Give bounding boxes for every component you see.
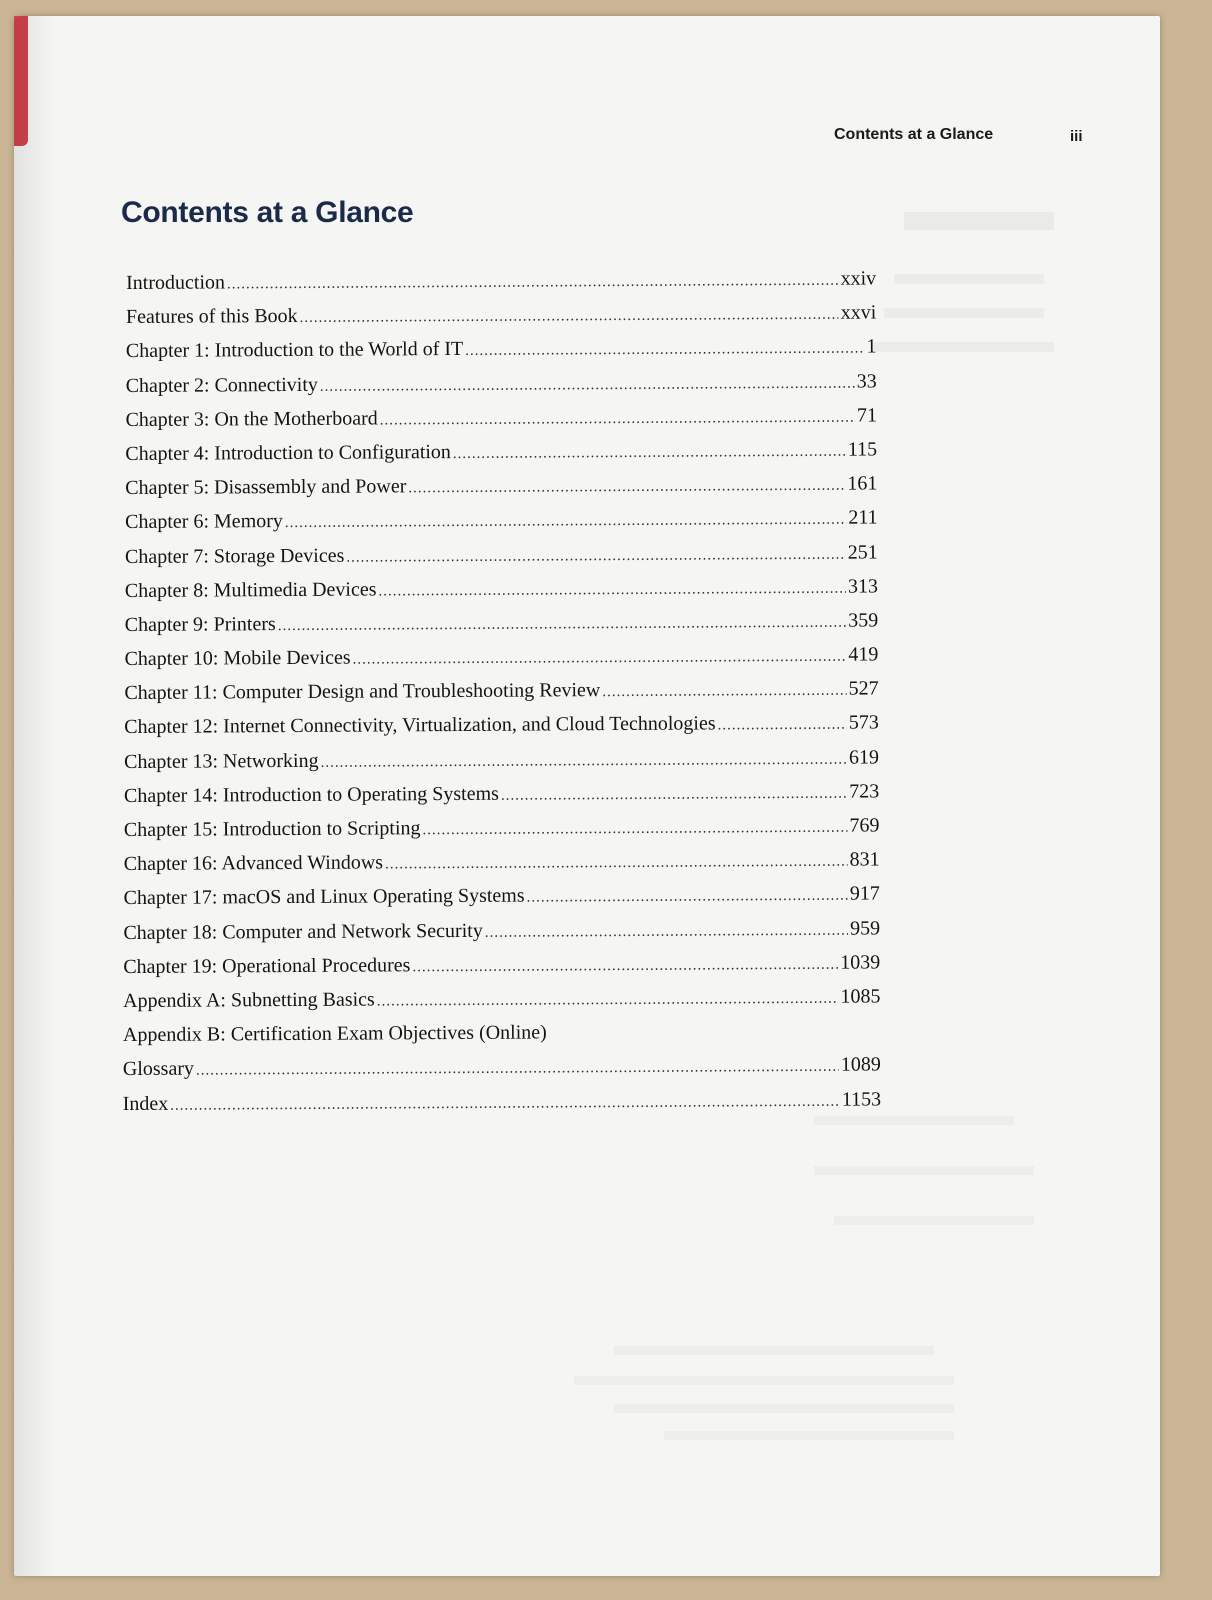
toc-entry — [126, 364, 877, 403]
dot-leader — [320, 366, 855, 403]
toc-entry — [124, 774, 879, 813]
dot-leader — [300, 298, 839, 335]
toc-entry-page: 831 — [849, 848, 880, 871]
toc-entry-page: 1089 — [840, 1053, 881, 1076]
dot-leader — [346, 537, 846, 574]
dot-leader — [453, 435, 846, 472]
toc-entry-label: Chapter 11: Computer Design and Troubleshooting Review — [124, 679, 601, 705]
toc-entry-page: 251 — [847, 540, 878, 564]
dot-leader — [718, 708, 847, 743]
page-title: Contents at a Glance — [121, 196, 414, 230]
toc-entry-label: Chapter 12: Internet Connectivity, Virtualization, and Cloud Technologies — [124, 712, 716, 739]
toc-entry-page: 959 — [849, 916, 881, 940]
toc-entry-page: 1 — [866, 335, 877, 358]
toc-entry-label: Appendix A: Subnetting Basics — [123, 988, 375, 1012]
toc-entry — [123, 911, 880, 950]
toc-entry-label: Introduction — [126, 271, 226, 294]
dot-leader — [170, 1084, 840, 1122]
toc-entry — [125, 535, 878, 574]
toc-entry-page: 1153 — [841, 1087, 882, 1111]
toc-entry-label: Chapter 19: Operational Procedures — [123, 954, 411, 978]
toc-entry-label: Appendix B: Certification Exam Objectives (Online) — [122, 1021, 547, 1047]
dot-leader — [602, 674, 847, 710]
dot-leader — [385, 845, 848, 882]
toc-entry-page: 1085 — [840, 985, 881, 1008]
toc-entry — [123, 877, 879, 916]
toc-entry-label: Chapter 18: Computer and Network Security — [123, 919, 483, 944]
toc-entry — [125, 603, 879, 642]
toc-entry-page: 313 — [847, 575, 879, 598]
toc-entry — [124, 740, 879, 779]
toc-entry-label: Chapter 4: Introduction to Configuration — [125, 440, 451, 465]
toc-entry — [125, 569, 878, 608]
toc-entry-page: 769 — [849, 814, 880, 837]
toc-entry — [124, 808, 880, 847]
dot-leader — [378, 571, 846, 608]
toc-entry-page: xxvi — [840, 301, 877, 324]
toc-entry-label: Features of this Book — [125, 305, 298, 329]
toc-entry — [124, 637, 878, 676]
toc-entry-label: Chapter 10: Mobile Devices — [124, 646, 351, 671]
toc-entry-page: 527 — [848, 677, 879, 700]
dot-leader — [485, 913, 848, 949]
toc-entry-label: Chapter 7: Storage Devices — [124, 544, 345, 568]
toc-entry-label: Chapter 5: Disassembly and Power — [125, 475, 407, 500]
toc-entry — [126, 296, 877, 335]
dot-leader — [501, 776, 847, 812]
toc-entry — [124, 706, 879, 745]
dot-leader — [380, 400, 855, 437]
dot-leader — [227, 264, 839, 302]
toc-entry — [123, 1014, 881, 1053]
toc-entry-page: 115 — [847, 438, 878, 461]
toc-entry — [125, 501, 878, 540]
dot-leader — [527, 879, 848, 915]
toc-entry-label: Chapter 2: Connectivity — [125, 373, 318, 397]
toc-entry — [125, 398, 877, 437]
dot-leader — [278, 605, 847, 643]
dot-leader — [422, 811, 847, 848]
toc-entry — [123, 979, 881, 1018]
toc-entry-page: 619 — [848, 746, 880, 769]
toc-entry-page: 71 — [856, 404, 877, 427]
toc-entry-page: 573 — [848, 711, 879, 735]
dot-leader — [465, 332, 864, 369]
toc-entry — [126, 261, 876, 300]
book-page — [14, 16, 1160, 1576]
dot-leader — [377, 982, 839, 1019]
toc-entry — [125, 432, 877, 471]
toc-entry — [124, 672, 878, 711]
page-number: iii — [1070, 128, 1083, 145]
dot-leader — [285, 503, 847, 541]
toc-entry-page: xxiv — [840, 267, 877, 290]
toc-entry-page: 359 — [848, 609, 879, 632]
toc-entry-label: Chapter 3: On the Motherboard — [125, 407, 378, 431]
toc-entry-label: Index — [122, 1092, 169, 1115]
dot-leader — [353, 640, 847, 677]
toc-entry — [123, 1048, 881, 1087]
toc-entry — [123, 1082, 882, 1121]
toc-entry-label: Chapter 17: macOS and Linux Operating Systems — [123, 884, 525, 910]
running-head: Contents at a Glance — [834, 126, 994, 143]
toc-entry — [126, 330, 877, 369]
toc-entry — [124, 843, 880, 882]
toc-entry-label: Chapter 1: Introduction to the World of IT — [125, 338, 464, 363]
page-gutter-shadow — [14, 16, 54, 1576]
toc-entry — [125, 467, 877, 506]
toc-entry-page: 917 — [849, 882, 880, 905]
toc-entry-page: 161 — [847, 472, 878, 495]
toc-entry-label: Chapter 14: Introduction to Operating Systems — [123, 782, 499, 807]
dot-leader — [320, 742, 847, 779]
toc-entry-label: Chapter 16: Advanced Windows — [123, 851, 384, 876]
toc-entry-page: 723 — [849, 780, 880, 803]
toc-entry-page: 33 — [856, 369, 877, 393]
toc-entry-label: Glossary — [122, 1057, 195, 1081]
toc-entry-page: 1039 — [840, 951, 881, 974]
toc-entry-label: Chapter 15: Introduction to Scripting — [123, 817, 421, 842]
toc-entry-label: Chapter 13: Networking — [124, 749, 319, 773]
dot-leader — [196, 1050, 839, 1088]
dot-leader — [412, 947, 838, 984]
table-of-contents — [122, 261, 882, 1120]
toc-entry-page: 419 — [848, 643, 879, 666]
toc-entry-page: 211 — [848, 506, 878, 529]
dot-leader — [408, 469, 845, 506]
toc-entry-label: Chapter 8: Multimedia Devices — [124, 578, 377, 602]
toc-entry — [123, 945, 880, 984]
toc-entry-label: Chapter 9: Printers — [124, 612, 276, 636]
toc-entry-label: Chapter 6: Memory — [125, 510, 283, 534]
